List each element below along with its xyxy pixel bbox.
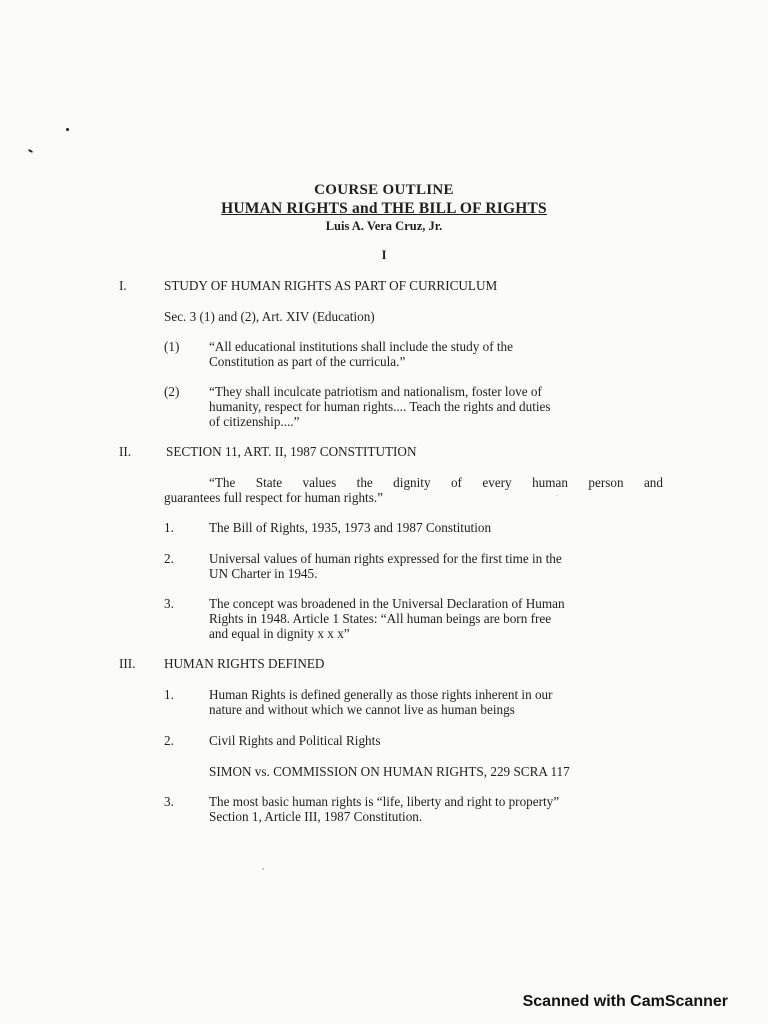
scan-speck <box>28 149 33 153</box>
document-title: COURSE OUTLINE <box>314 182 454 198</box>
section-numeral: I. <box>119 278 127 293</box>
item-label: 1. <box>164 687 174 702</box>
item-line: The most basic human rights is “life, liberty and right to property” <box>209 794 560 809</box>
item-label: 2. <box>164 551 174 566</box>
item-line: The concept was broadened in the Universal Declaration of Human <box>209 596 565 611</box>
item-line: Rights in 1948. Article 1 States: “All human beings are born free <box>209 611 552 626</box>
section-heading: HUMAN RIGHTS DEFINED <box>164 656 325 671</box>
scan-speck <box>66 128 69 131</box>
quote-line: “The State values the dignity of every human person and <box>209 475 663 490</box>
part-number: I <box>381 248 387 262</box>
item-label: 3. <box>164 794 174 809</box>
section-heading: STUDY OF HUMAN RIGHTS AS PART OF CURRICULUM <box>164 278 498 293</box>
item-line: “All educational institutions shall include the study of the <box>209 339 513 354</box>
item-line: Constitution as part of the curricula.” <box>209 354 406 369</box>
item-line: Section 1, Article III, 1987 Constitution. <box>209 809 423 824</box>
item-line: humanity, respect for human rights.... Teach the rights and duties <box>209 399 551 414</box>
scanner-watermark: Scanned with CamScanner <box>522 993 728 1010</box>
section-numeral: III. <box>119 656 136 671</box>
quote-line: guarantees full respect for human rights.” <box>164 490 383 505</box>
item-label: (1) <box>164 339 180 354</box>
section-reference: Sec. 3 (1) and (2), Art. XIV (Education) <box>164 309 375 324</box>
scan-speck <box>262 868 264 870</box>
section-heading: SECTION 11, ART. II, 1987 CONSTITUTION <box>166 444 417 459</box>
item-label: 3. <box>164 596 174 611</box>
item-line: nature and without which we cannot live as human beings <box>209 702 515 717</box>
item-line: Civil Rights and Political Rights <box>209 733 381 748</box>
item-line: “They shall inculcate patriotism and nationalism, foster love of <box>209 384 542 399</box>
item-line: The Bill of Rights, 1935, 1973 and 1987 Constitution <box>209 520 492 535</box>
document-author: Luis A. Vera Cruz, Jr. <box>325 219 443 233</box>
item-label: 2. <box>164 733 174 748</box>
item-line: of citizenship....” <box>209 414 300 429</box>
item-line: and equal in dignity x x x” <box>209 626 350 641</box>
case-citation: SIMON vs. COMMISSION ON HUMAN RIGHTS, 229 SCRA 117 <box>209 764 570 779</box>
item-line: UN Charter in 1945. <box>209 566 318 581</box>
section-numeral: II. <box>119 444 132 459</box>
document-subtitle: HUMAN RIGHTS and THE BILL OF RIGHTS <box>221 200 547 217</box>
item-label: (2) <box>164 384 180 399</box>
item-label: 1. <box>164 520 174 535</box>
scan-speck <box>556 495 558 496</box>
item-line: Universal values of human rights expressed for the first time in the <box>209 551 562 566</box>
item-line: Human Rights is defined generally as those rights inherent in our <box>209 687 553 702</box>
